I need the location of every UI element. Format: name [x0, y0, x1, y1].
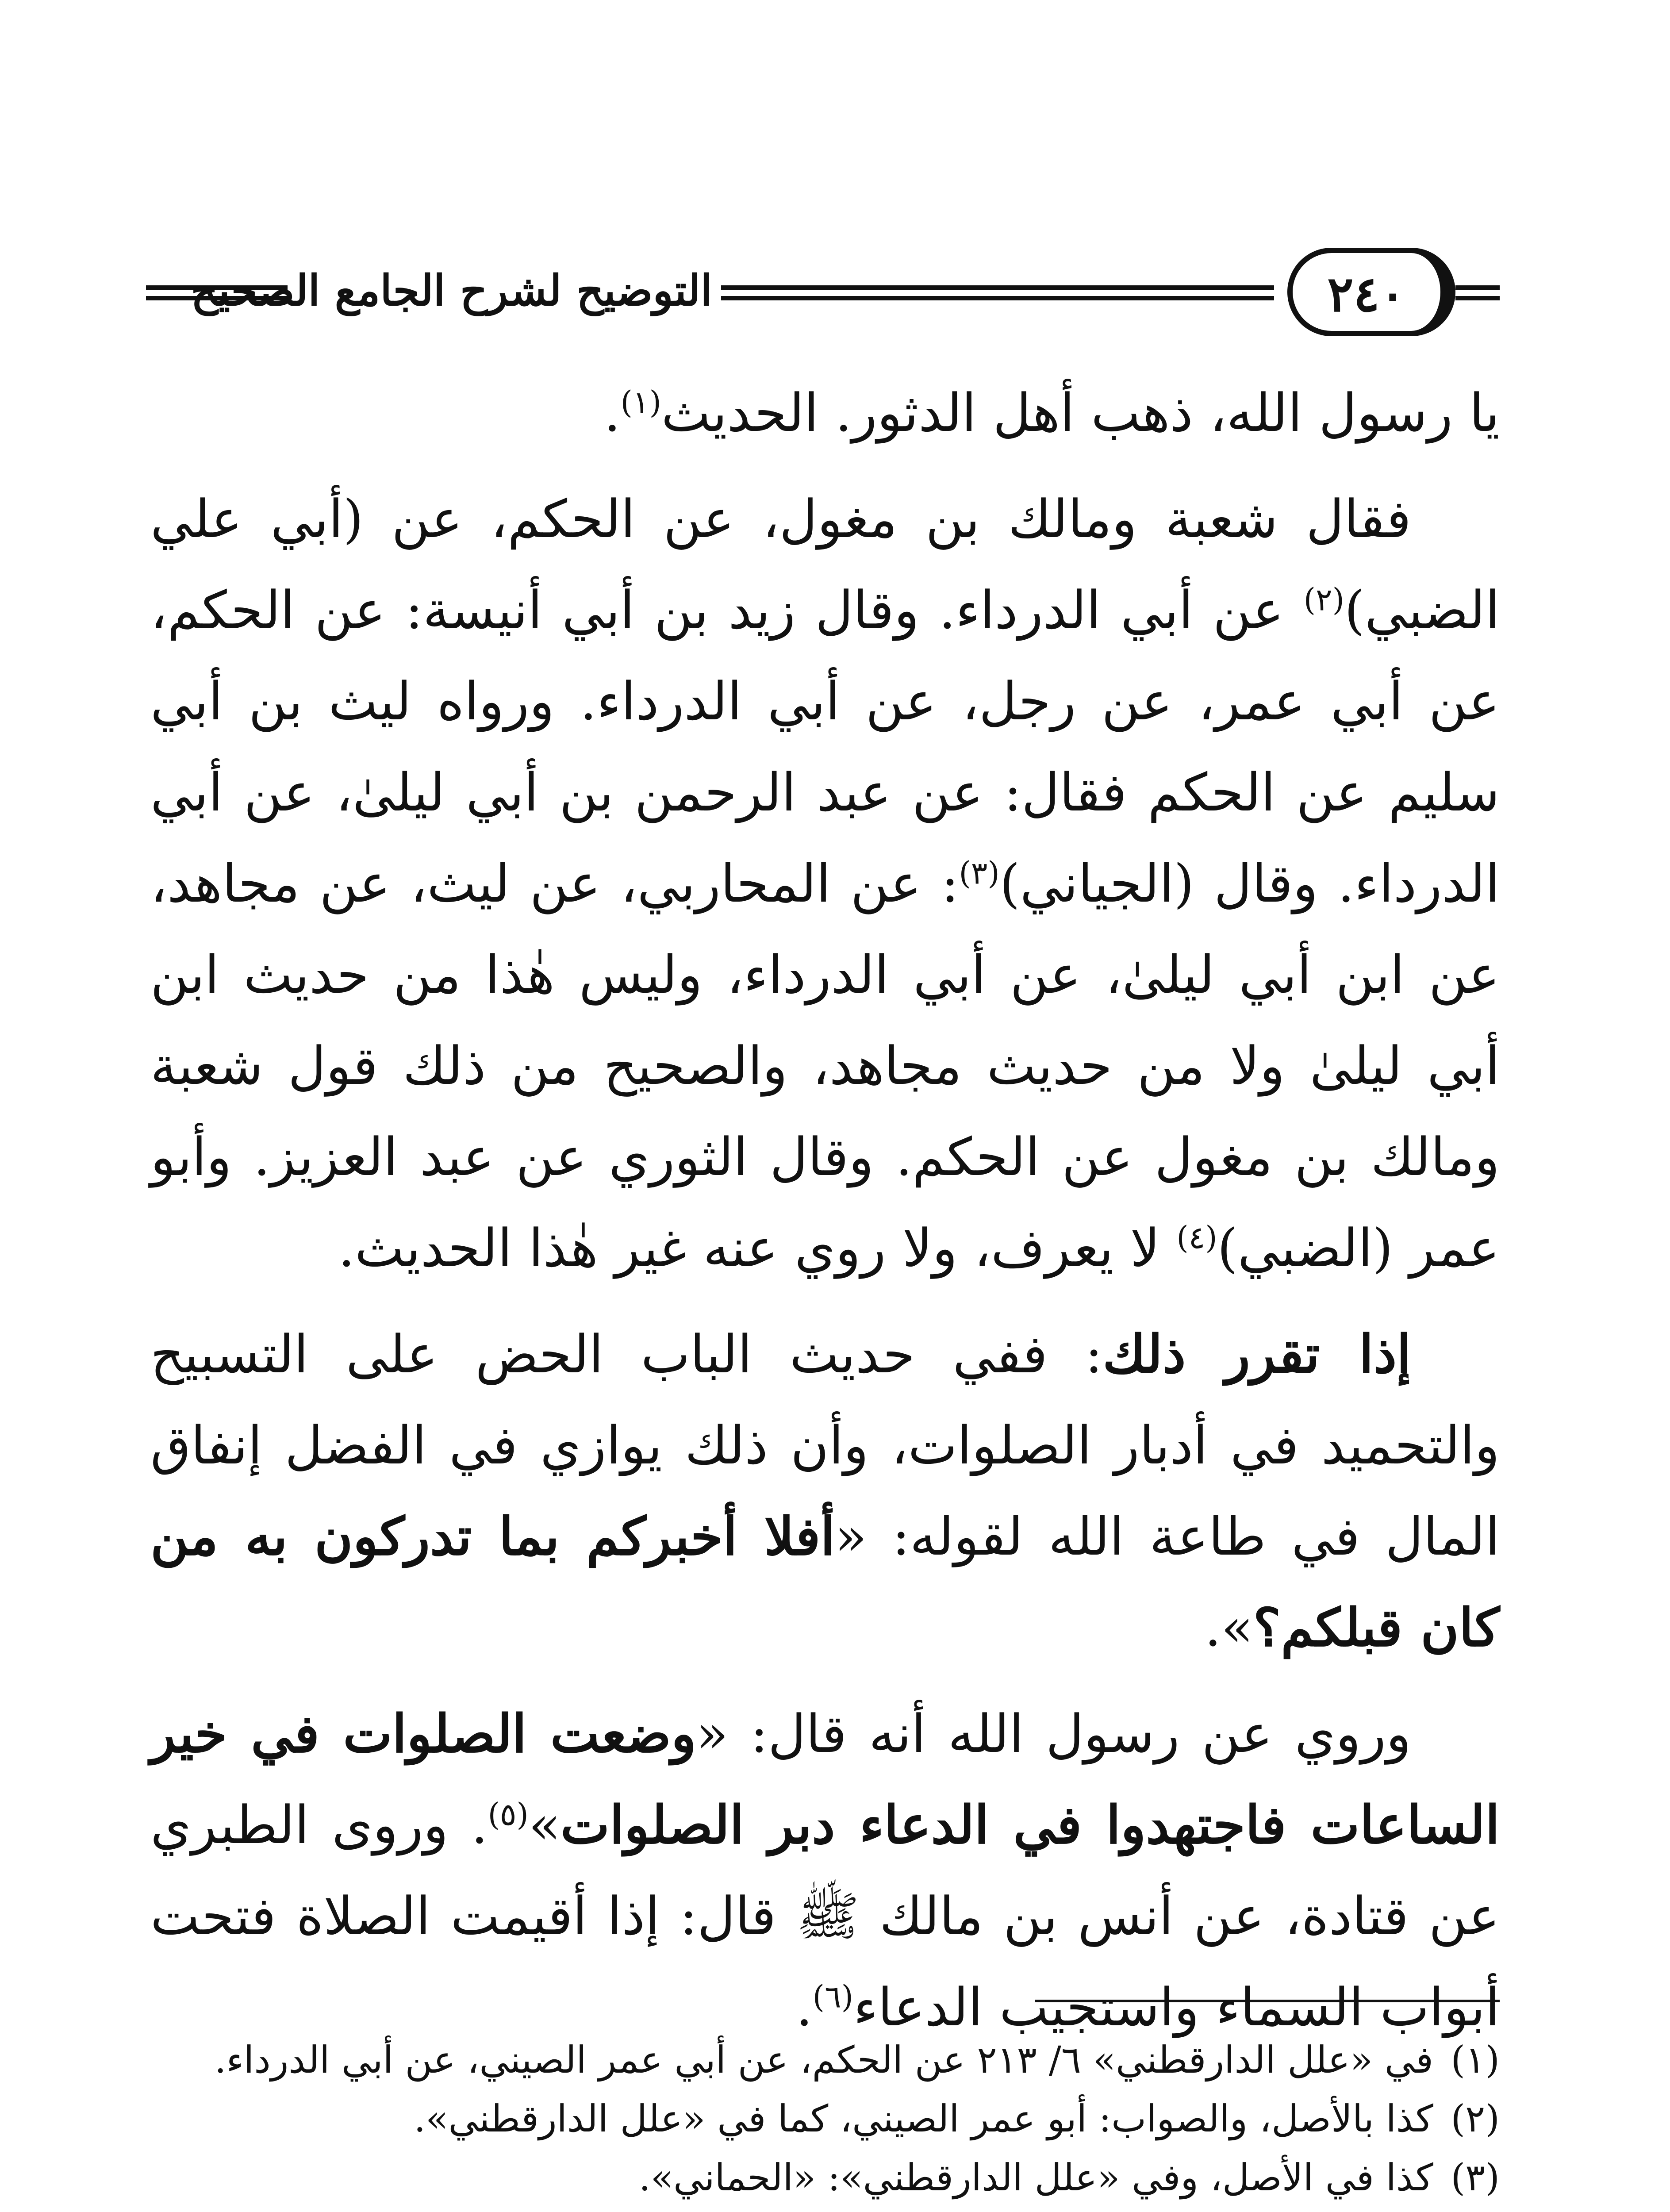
- paragraph-1-end: .: [604, 382, 621, 443]
- paragraph-4: [150, 1688, 1500, 2053]
- footnote-ref-4[interactable]: (٤): [1176, 1219, 1217, 1256]
- footnote-number: (٣): [1451, 2156, 1500, 2199]
- running-header: [146, 248, 1500, 336]
- header-rule-middle: [721, 285, 1274, 300]
- paragraph-1-text: يا رسول الله، ذهب أهل الدثور. الحديث: [661, 382, 1500, 443]
- paragraph-2-text-d: لا يعرف، ولا روي عنه غير هٰذا الحديث.: [338, 1217, 1177, 1279]
- paragraph-2: [150, 473, 1500, 1294]
- page-number: ٢٤٠: [1327, 265, 1406, 323]
- footnote-number: (٢): [1451, 2097, 1500, 2140]
- footnote-text: كذا بالأصل، والصواب: أبو عمر الصيني، كما في «علل الدارقطني».: [414, 2097, 1433, 2140]
- footnotes: [150, 2031, 1500, 2212]
- footnote-item: [150, 2031, 1500, 2089]
- footnote-text: [822, 2207, 1433, 2212]
- footnote-ref-1[interactable]: (١): [620, 384, 661, 421]
- paragraph-3-lead: إذا تقرر ذلك: [1102, 1323, 1411, 1385]
- footnote-ref-2[interactable]: (٢): [1303, 581, 1344, 618]
- paragraph-3: [150, 1309, 1500, 1673]
- footnote-item: [150, 2148, 1500, 2207]
- footnote-item: [150, 2089, 1500, 2148]
- paragraph-4-text-a: وروي عن رسول الله أنه قال: «: [696, 1703, 1411, 1764]
- paragraph-2-text-c: : عن المحاربي، عن ليث، عن مجاهد، عن ابن أبي ليلىٰ، عن أبي الدرداء، وليس هٰذا من حديث ابن أبي ليلىٰ ولا من حديث مجاهد، والصحيح من ذلك قول شعبة ومالك بن مغول عن الحكم. وقال الثوري عن عبد العزيز. وأبو عمر (الضبي): [150, 853, 1500, 1279]
- footnote-item: [150, 2207, 1500, 2212]
- footnote-text: في «علل الدارقطني» ٦/ ٢١٣ عن الحكم، عن أبي عمر الصيني، عن أبي الدرداء.: [214, 2038, 1433, 2081]
- paragraph-3-quote: أفلا أخبركم بما تدركون به من كان قبلكم؟: [150, 1505, 1500, 1658]
- paragraph-3-text: : ففي حديث الباب الحض على التسبيح والتحميد في أدبار الصلوات، وأن ذلك يوازي في الفضل إنفاق المال في طاعة الله لقوله: «: [150, 1324, 1500, 1567]
- paragraph-4-text-c: . وروى الطبري عن قتادة، عن أنس بن مالك ﷺ قال: إذا أقيمت الصلاة فتحت أبواب السماء واستجيب الدعاء: [150, 1794, 1500, 2038]
- paragraph-2-text-b: عن أبي الدرداء. وقال زيد بن أبي أنيسة: عن الحكم، عن أبي عمر، عن رجل، عن أبي الدرداء. ورواه ليث بن أبي سليم عن الحكم فقال: عن عبد الرحمن بن أبي ليلىٰ، عن أبي الدرداء. وقال (الجياني): [150, 580, 1500, 914]
- footnote-ref-3[interactable]: (٣): [959, 855, 1000, 891]
- footnote-text: كذا في الأصل، وفي «علل الدارقطني»: «الحماني».: [639, 2156, 1433, 2199]
- paragraph-4-text-b: »: [528, 1794, 561, 1855]
- footnote-ref-5[interactable]: (٥): [488, 1796, 529, 1833]
- footnote-number: [1433, 2207, 1500, 2212]
- footnote-ref-6[interactable]: (٦): [812, 1978, 853, 2015]
- running-title: التوضيح لشرح الجامع الصحيح: [191, 265, 712, 315]
- footnote-separator: [1035, 2000, 1500, 2002]
- paragraph-1: [150, 367, 1500, 458]
- paragraph-2-text-a: فقال شعبة ومالك بن مغول، عن الحكم، عن (أبي علي الضبي): [150, 488, 1500, 641]
- page-number-frame: [1287, 248, 1455, 336]
- header-rule-right: [1455, 285, 1500, 300]
- paragraph-4-end: .: [796, 1977, 813, 2038]
- main-text: [150, 367, 1500, 2068]
- footnote-number: (١): [1451, 2038, 1500, 2081]
- paragraph-4-quote: وضعت الصلوات في خير الساعات فاجتهدوا في الدعاء دبر الصلوات: [150, 1703, 1500, 1855]
- paragraph-3-end: ».: [1205, 1597, 1253, 1658]
